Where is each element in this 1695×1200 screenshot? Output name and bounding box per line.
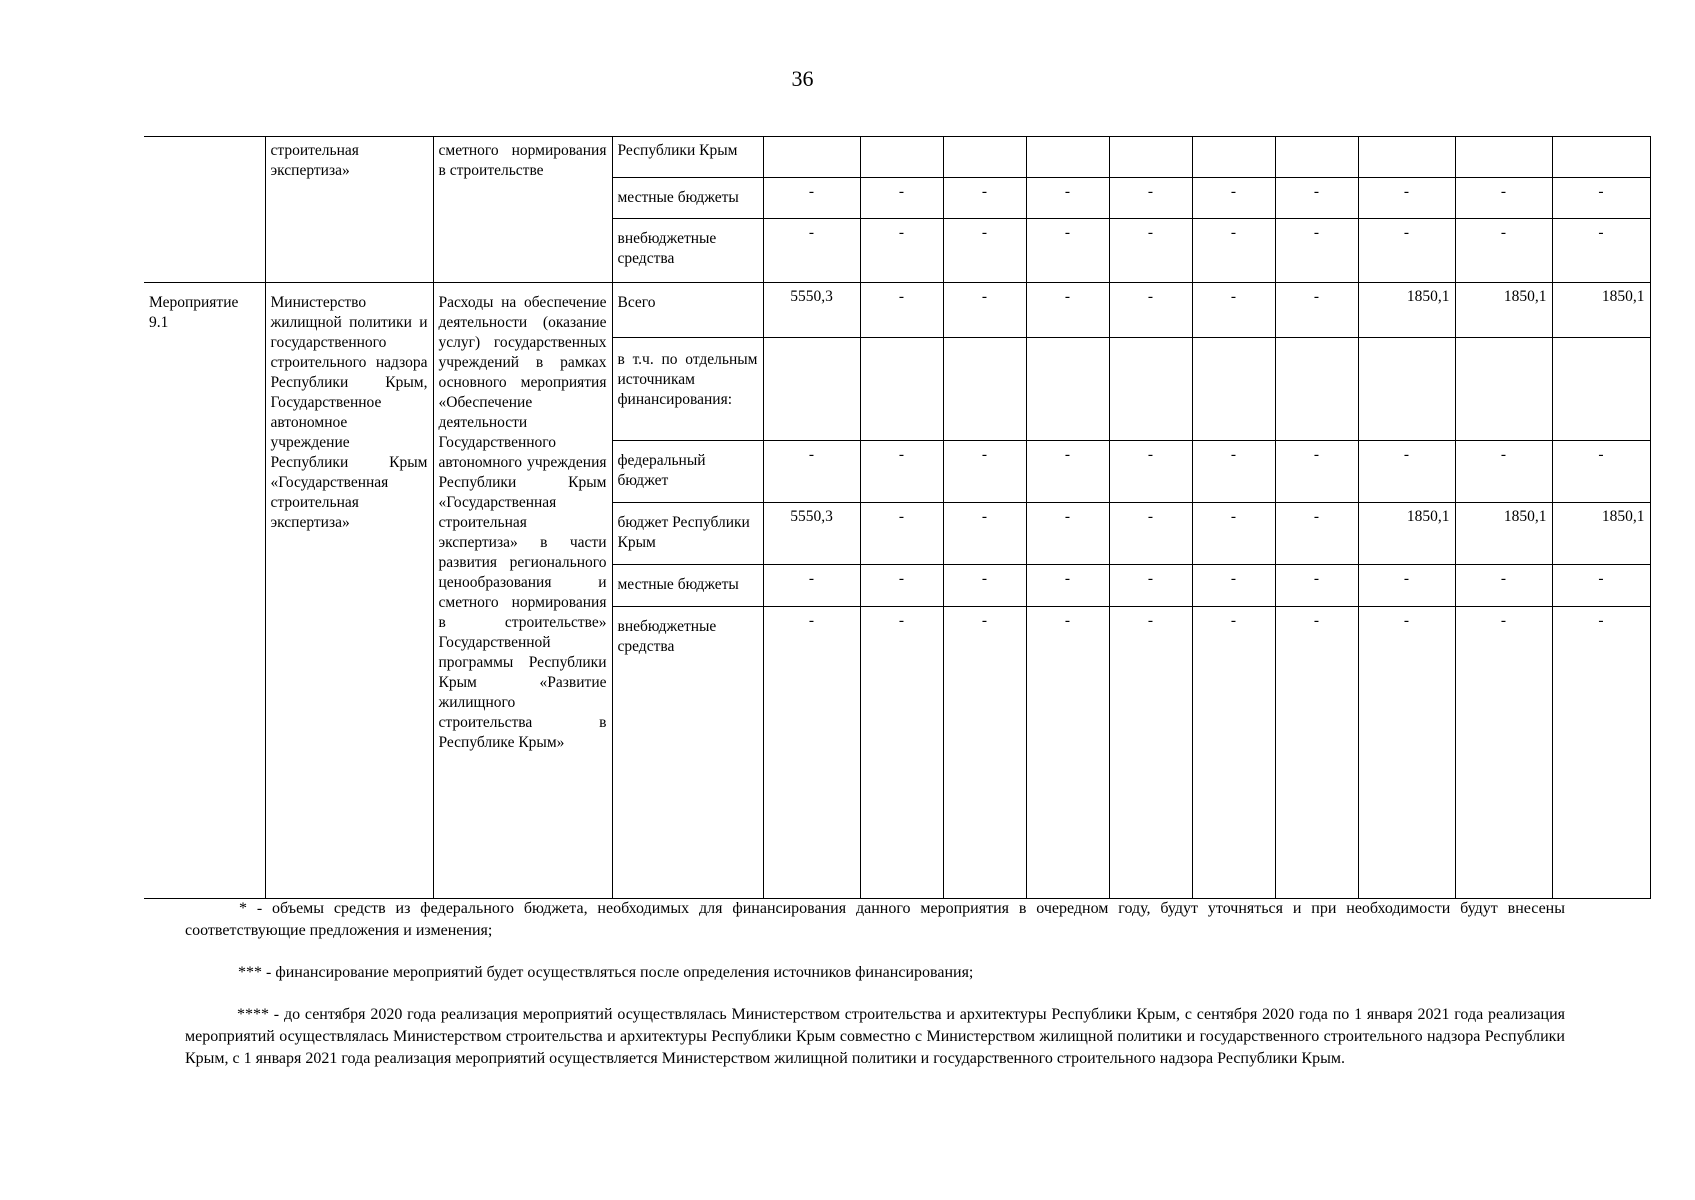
value-cell: 1850,1	[1455, 283, 1552, 338]
value-cell: 5550,3	[763, 283, 860, 338]
value-cell: -	[1026, 219, 1109, 283]
value-cell: -	[1109, 441, 1192, 503]
funding-source-cell: в т.ч. по отдельным источникам финансирования:	[612, 338, 763, 441]
value-cell: -	[860, 178, 943, 219]
value-cell: -	[1109, 607, 1192, 899]
value-cell: -	[763, 565, 860, 607]
funding-source-cell: внебюджетные средства	[612, 219, 763, 283]
table-row	[144, 137, 1650, 178]
value-cell: -	[1109, 219, 1192, 283]
value-cell: -	[763, 219, 860, 283]
value-cell: -	[1192, 607, 1275, 899]
value-cell	[1358, 137, 1455, 178]
value-cell: -	[860, 219, 943, 283]
value-cell: -	[1455, 565, 1552, 607]
value-cell: -	[943, 283, 1026, 338]
value-cell	[1552, 137, 1650, 178]
value-cell: -	[943, 178, 1026, 219]
value-cell: 1850,1	[1455, 503, 1552, 565]
value-cell: -	[1552, 565, 1650, 607]
value-cell: -	[1275, 219, 1358, 283]
value-cell: -	[1552, 219, 1650, 283]
value-cell: -	[1552, 178, 1650, 219]
value-cell	[943, 338, 1026, 441]
value-cell: -	[1275, 178, 1358, 219]
value-cell: -	[1026, 283, 1109, 338]
value-cell: -	[943, 219, 1026, 283]
funding-source-cell: местные бюджеты	[612, 565, 763, 607]
value-cell: -	[1192, 565, 1275, 607]
value-cell: -	[763, 441, 860, 503]
value-cell: -	[1109, 503, 1192, 565]
value-cell: 1850,1	[1358, 503, 1455, 565]
value-cell: -	[763, 607, 860, 899]
budget-table	[144, 136, 1651, 899]
value-cell: -	[1275, 565, 1358, 607]
value-cell	[1358, 338, 1455, 441]
value-cell: -	[1275, 503, 1358, 565]
value-cell: -	[860, 607, 943, 899]
footnote-federal-budget: * - объемы средств из федерального бюджета, необходимых для финансирования данного мероприятия в очередном году, будут уточняться и при необходимости будут внесены соответствующие предложения и изменения;	[185, 900, 1565, 939]
value-cell: -	[1358, 607, 1455, 899]
measure-name-cell	[144, 137, 265, 283]
value-cell: 1850,1	[1552, 503, 1650, 565]
value-cell	[763, 137, 860, 178]
value-cell: -	[1455, 219, 1552, 283]
value-cell: -	[1552, 607, 1650, 899]
value-cell: -	[860, 283, 943, 338]
value-cell: 5550,3	[763, 503, 860, 565]
value-cell: -	[860, 441, 943, 503]
value-cell: -	[1026, 607, 1109, 899]
value-cell: -	[1026, 441, 1109, 503]
funding-source-cell: Всего	[612, 283, 763, 338]
value-cell: -	[1026, 178, 1109, 219]
value-cell: -	[1109, 178, 1192, 219]
value-cell: -	[1192, 219, 1275, 283]
value-cell	[860, 137, 943, 178]
value-cell: -	[1358, 565, 1455, 607]
value-cell: -	[1455, 178, 1552, 219]
footnote-ministry-transfer: **** - до сентября 2020 года реализация мероприятий осуществлялась Министерством строительства и архитектуры Республики Крым, с сентября 2020 года по 1 января 2021 года реализация мероприятий осуществлялась Министерством строительства и архитектуры Республики Крым совместно с Министерством жилищной политики и государственного строительного надзора Республики Крым, с 1 января 2021 года реализация мероприятий осуществляется Министерством жилищной политики и государственного строительного надзора Республики Крым.	[185, 1006, 1565, 1067]
value-cell	[1026, 338, 1109, 441]
value-cell	[1275, 338, 1358, 441]
value-cell	[1275, 137, 1358, 178]
value-cell: -	[1192, 441, 1275, 503]
value-cell: -	[1358, 441, 1455, 503]
page-number: 36	[791, 66, 814, 91]
value-cell	[943, 137, 1026, 178]
funding-source-cell: бюджет Республики Крым	[612, 503, 763, 565]
funding-source-cell: федеральный бюджет	[612, 441, 763, 503]
value-cell: -	[1358, 219, 1455, 283]
value-cell: -	[1192, 503, 1275, 565]
value-cell: -	[1026, 565, 1109, 607]
value-cell	[1192, 137, 1275, 178]
value-cell: -	[943, 565, 1026, 607]
executor-cell: Министерство жилищной политики и государственного строительного надзора Республики Крым, Государственное автономное учреждение Республики Крым «Государственная строительная экспертиза»	[265, 283, 433, 899]
value-cell: -	[943, 441, 1026, 503]
value-cell	[1552, 338, 1650, 441]
value-cell: -	[1275, 441, 1358, 503]
value-cell	[1026, 137, 1109, 178]
value-cell	[1455, 338, 1552, 441]
value-cell: -	[1358, 178, 1455, 219]
footnote-funding-sources: *** - финансирование мероприятий будет осуществляться после определения источников финансирования;	[238, 964, 974, 981]
executor-cell: строительная экспертиза»	[265, 137, 433, 283]
value-cell: -	[943, 607, 1026, 899]
value-cell: -	[1455, 441, 1552, 503]
funding-source-cell: местные бюджеты	[612, 178, 763, 219]
value-cell: -	[1275, 283, 1358, 338]
value-cell: -	[1552, 441, 1650, 503]
value-cell: -	[860, 503, 943, 565]
value-cell: -	[763, 178, 860, 219]
value-cell	[763, 338, 860, 441]
value-cell: -	[860, 565, 943, 607]
value-cell: -	[1275, 607, 1358, 899]
funding-source-cell: Республики Крым	[612, 137, 763, 178]
value-cell: -	[1109, 565, 1192, 607]
value-cell	[1109, 137, 1192, 178]
value-cell	[1455, 137, 1552, 178]
value-cell: -	[1192, 283, 1275, 338]
measure-name-cell: Мероприятие 9.1	[144, 283, 265, 899]
description-cell: Расходы на обеспечение деятельности (оказание услуг) государственных учреждений в рамках основного мероприятия «Обеспечение деятельности Государственного автономного учреждения Республики Крым «Государственная строительная экспертиза» в части развития регионального ценообразования и сметного нормирования в строительстве» Государственной программы Республики Крым «Развитие жилищного строительства в Республике Крым»	[433, 283, 612, 899]
value-cell: 1850,1	[1552, 283, 1650, 338]
table-row	[144, 283, 1650, 338]
value-cell: -	[1109, 283, 1192, 338]
value-cell: -	[1192, 178, 1275, 219]
value-cell	[1109, 338, 1192, 441]
funding-source-cell: внебюджетные средства	[612, 607, 763, 899]
value-cell	[1192, 338, 1275, 441]
value-cell	[860, 338, 943, 441]
description-cell: сметного нормирования в строительстве	[433, 137, 612, 283]
value-cell: -	[1455, 607, 1552, 899]
value-cell: -	[1026, 503, 1109, 565]
value-cell: 1850,1	[1358, 283, 1455, 338]
value-cell: -	[943, 503, 1026, 565]
